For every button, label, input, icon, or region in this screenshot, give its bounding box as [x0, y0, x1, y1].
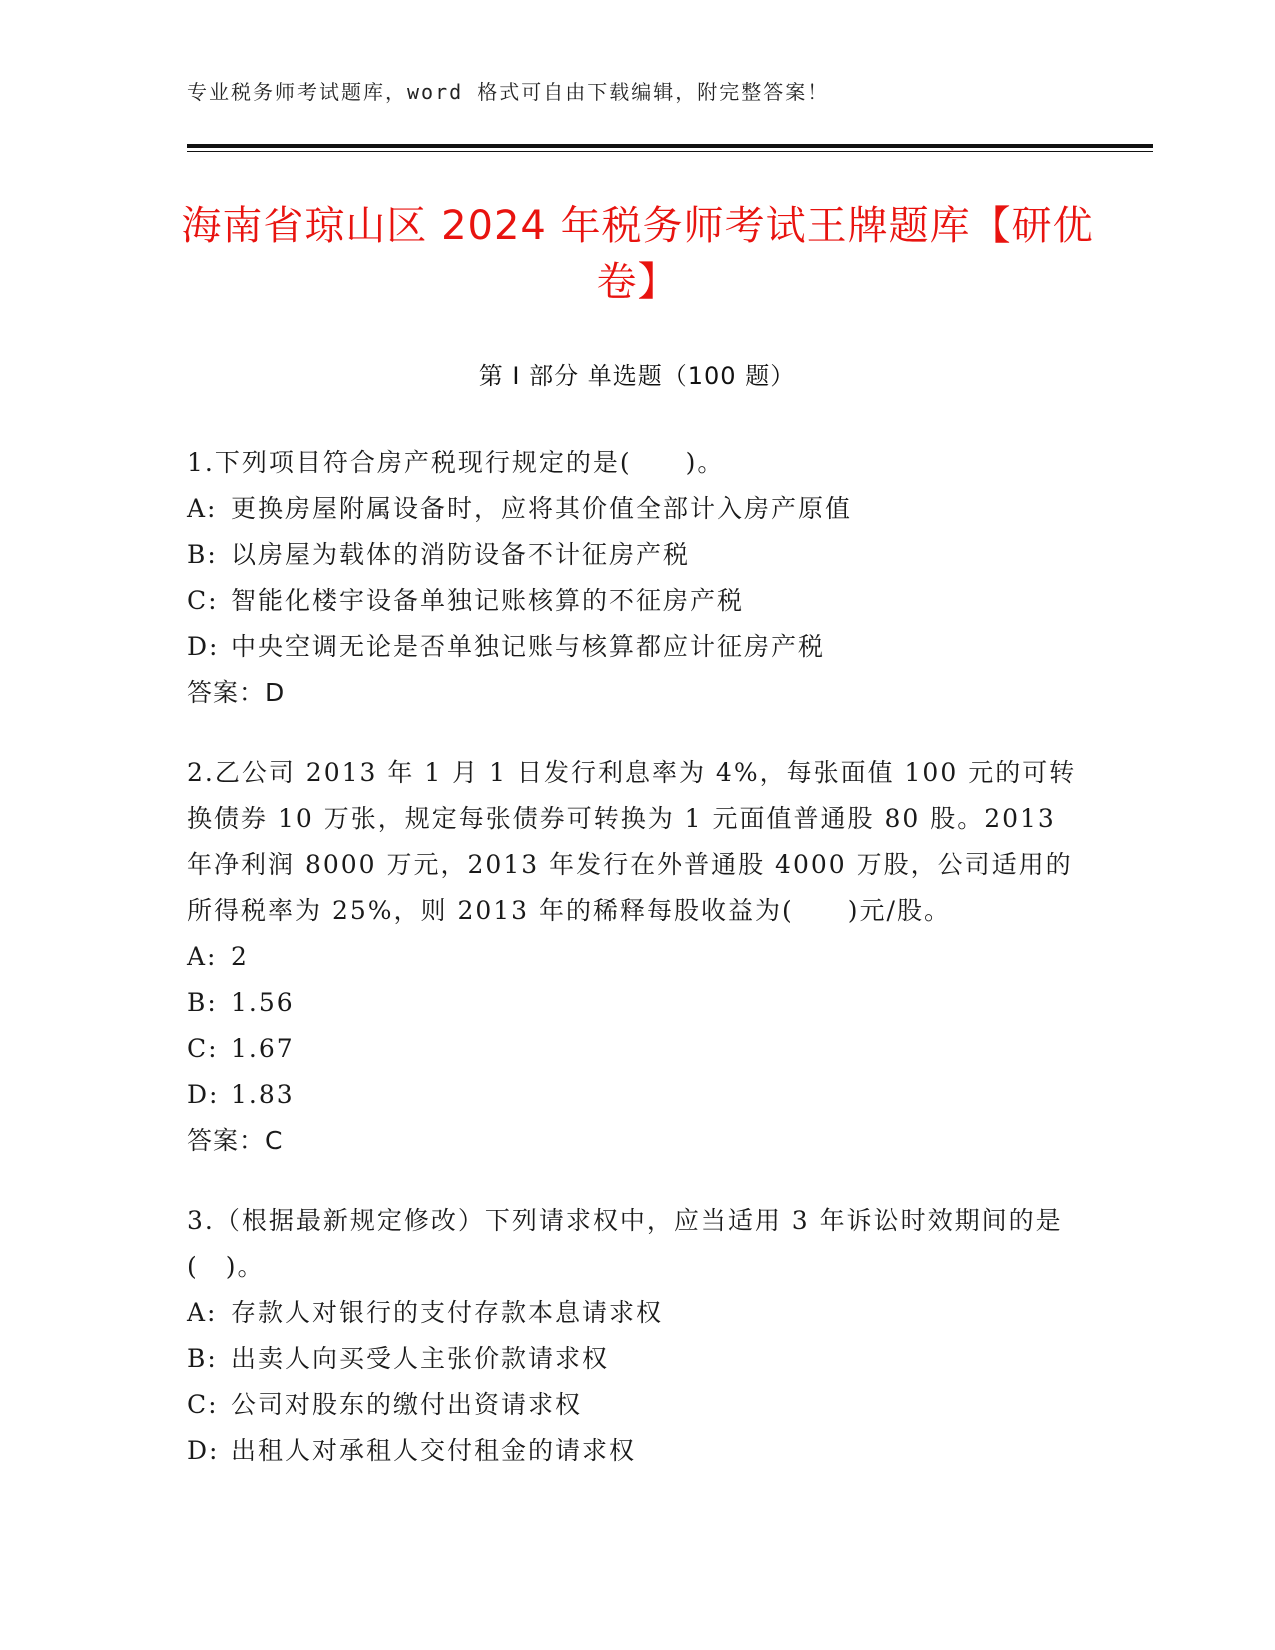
- option-text: 1.67: [231, 1034, 295, 1063]
- question-3: [187, 1198, 1087, 1474]
- option-letter: A:: [187, 1298, 218, 1327]
- option-letter: D:: [187, 1080, 220, 1109]
- header-rule-thin: [187, 151, 1153, 152]
- option-b: [187, 980, 1087, 1026]
- question-stem: 1.下列项目符合房产税现行规定的是( )。: [187, 448, 725, 477]
- option-text: 出卖人向买受人主张价款请求权: [231, 1344, 610, 1373]
- question-list: [187, 440, 1087, 1508]
- question-1: [187, 440, 1087, 716]
- question-stem: 3.（根据最新规定修改）下列请求权中，应当适用 3 年诉讼时效期间的是( )。: [187, 1206, 1063, 1281]
- option-letter: B:: [187, 988, 218, 1017]
- option-letter: C:: [187, 1034, 219, 1063]
- option-d: [187, 1072, 1087, 1118]
- option-text: 更换房屋附属设备时，应将其价值全部计入房产原值: [231, 494, 853, 523]
- option-letter: C:: [187, 586, 219, 615]
- section-heading: 第 I 部分 单选题（100 题）: [478, 362, 796, 390]
- option-letter: D:: [187, 1436, 220, 1465]
- option-text: 存款人对银行的支付存款本息请求权: [231, 1298, 664, 1327]
- option-c: [187, 1382, 1087, 1428]
- option-c: [187, 578, 1087, 624]
- answer: 答案：D: [187, 678, 286, 707]
- option-a: [187, 934, 1087, 980]
- option-letter: A:: [187, 494, 218, 523]
- option-d: [187, 1428, 1087, 1474]
- option-text: 2: [231, 942, 249, 971]
- option-text: 1.83: [231, 1080, 295, 1109]
- option-text: 以房屋为载体的消防设备不计征房产税: [231, 540, 691, 569]
- option-text: 出租人对承租人交付租金的请求权: [231, 1436, 637, 1465]
- option-a: [187, 1290, 1087, 1336]
- option-c: [187, 1026, 1087, 1072]
- option-text: 智能化楼宇设备单独记账核算的不征房产税: [231, 586, 745, 615]
- header-note: 专业税务师考试题库，word 格式可自由下载编辑，附完整答案！: [187, 80, 830, 104]
- option-letter: B:: [187, 540, 218, 569]
- option-text: 中央空调无论是否单独记账与核算都应计征房产税: [231, 632, 826, 661]
- option-text: 公司对股东的缴付出资请求权: [231, 1390, 583, 1419]
- question-stem: 2.乙公司 2013 年 1 月 1 日发行利息率为 4%，每张面值 100 元的可转换债券 10 万张，规定每张债券可转换为 1 元面值普通股 80 股。2013 年净利润 8000 万元，2013 年发行在外普通股 4000 万股，公司适用的所得税率为 25%，则 2013 年的稀释每股收益为( )元/股。: [187, 758, 1077, 925]
- option-letter: A:: [187, 942, 218, 971]
- option-d: [187, 624, 1087, 670]
- option-b: [187, 1336, 1087, 1382]
- option-a: [187, 486, 1087, 532]
- document-title: 海南省琼山区 2024 年税务师考试王牌题库【研优卷】: [181, 203, 1094, 305]
- option-b: [187, 532, 1087, 578]
- answer: 答案：C: [187, 1126, 284, 1155]
- option-letter: C:: [187, 1390, 219, 1419]
- header-rule-thick: [187, 144, 1153, 148]
- question-2: [187, 750, 1087, 1164]
- option-letter: B:: [187, 1344, 218, 1373]
- option-letter: D:: [187, 632, 220, 661]
- option-text: 1.56: [231, 988, 295, 1017]
